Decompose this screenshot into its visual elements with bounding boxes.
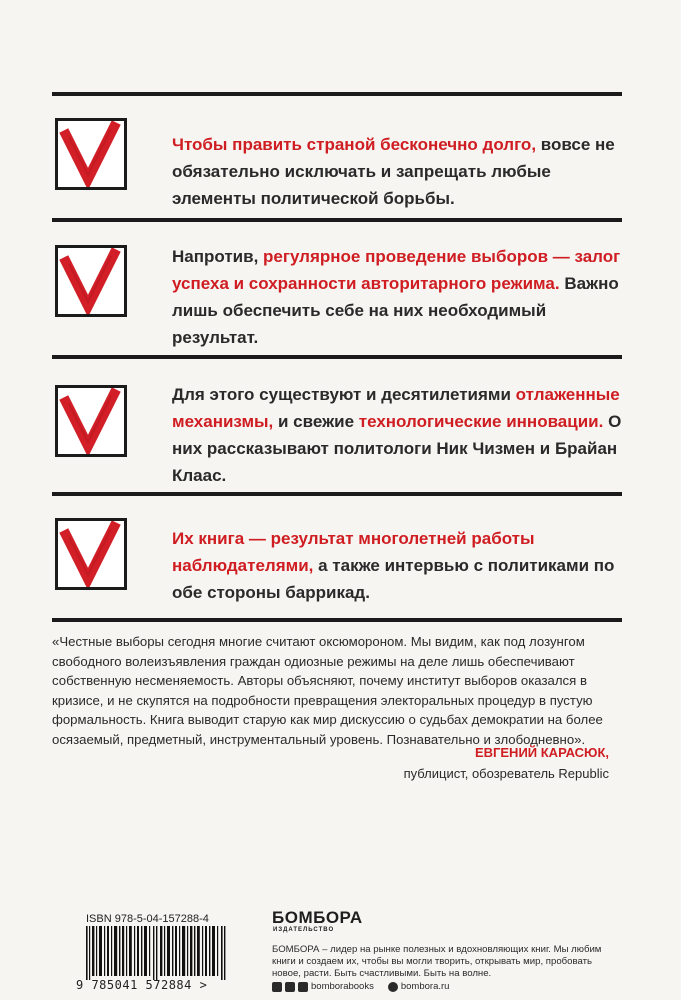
vk-icon [285, 982, 295, 992]
checkbox-v-mark [55, 385, 127, 457]
block-3-mid: и свежие [273, 412, 359, 431]
block-4-highlight: Их книга — результат многолетней работы наблюдателями, [172, 529, 535, 575]
publisher-site: bombora.ru [400, 981, 450, 992]
divider-2 [52, 355, 622, 359]
checkbox-v-mark [55, 118, 127, 190]
facebook-icon [298, 982, 308, 992]
globe-icon [388, 982, 398, 992]
publisher-logo: БОМБОРА [272, 908, 363, 927]
divider-top [52, 92, 622, 96]
isbn-label: ISBN 978-5-04-157288-4 [86, 913, 209, 925]
block-2-highlight: регулярное проведение выборов — залог успеха и сохранности авторитарного режима. [172, 247, 621, 293]
block-3-body: О них рассказывают политологи Ник Чизмен и Брайан Клаас. [172, 412, 622, 485]
red-checkmark-icon [58, 521, 124, 587]
block-2-body: Важно лишь обеспечить себе на них необходимый результат. [172, 274, 619, 347]
block-3-highlight-1: отлаженные механизмы, [172, 385, 620, 431]
quote-author: ЕВГЕНИЙ КАРАСЮК, [474, 745, 609, 760]
block-1-text [172, 131, 622, 212]
review-quote: «Честные выборы сегодня многие считают оксюмороном. Мы видим, как под лозунгом свободного волеизъявления граждан одиозные режимы на деле лишь обеспечивают собственную несменяемость. Авторы объясняют, почему институт выборов оказался в кризисе, и не скупятся на подробности превращения электоральных процедур в пустую формальность. Книга выводит старую как мир дискуссию о судьбах демократии на более осязаемый, предметный, инструментальный уровень. Познавательно и злободневно». [52, 634, 603, 747]
block-3-text [172, 381, 622, 489]
red-checkmark-icon [58, 121, 124, 187]
red-checkmark-icon [58, 248, 124, 314]
divider-1 [52, 218, 622, 222]
barcode-image [86, 926, 226, 980]
checkbox-v-mark [55, 245, 127, 317]
block-1-highlight: Чтобы править страной бесконечно долго, [172, 135, 537, 154]
divider-3 [52, 492, 622, 496]
block-4-body: а также интервью с политиками по обе стороны баррикад. [172, 556, 615, 602]
publisher-logo-sub: ИЗДАТЕЛЬСТВО [273, 927, 335, 933]
block-1-body: вовсе не обязательно исключать и запрещать любые элементы политической борьбы. [172, 135, 615, 208]
block-3-highlight-2: технологические инновации. [358, 412, 604, 431]
instagram-icon [272, 982, 282, 992]
divider-bottom [52, 618, 622, 622]
block-4-text [172, 525, 622, 606]
checkbox-v-mark [55, 518, 127, 590]
publisher-socials [272, 981, 449, 992]
quote-author-role: публицист, обозреватель Republic [403, 766, 609, 781]
barcode-digits: 9 785041 572884 > [76, 978, 208, 992]
block-2-intro: Напротив, [172, 247, 264, 266]
block-2-text [172, 243, 622, 351]
publisher-text: БОМБОРА – лидер на рынке полезных и вдохновляющих книг. Мы любим книги и создаем их, чтобы вы могли творить, открывать мир, пробовать новое, расти. Быть счастливыми. Быть на волне. [272, 944, 602, 979]
block-3-intro: Для этого существуют и десятилетиями [172, 385, 516, 404]
social-handle: bomborabooks [311, 981, 374, 992]
red-checkmark-icon [58, 388, 124, 454]
